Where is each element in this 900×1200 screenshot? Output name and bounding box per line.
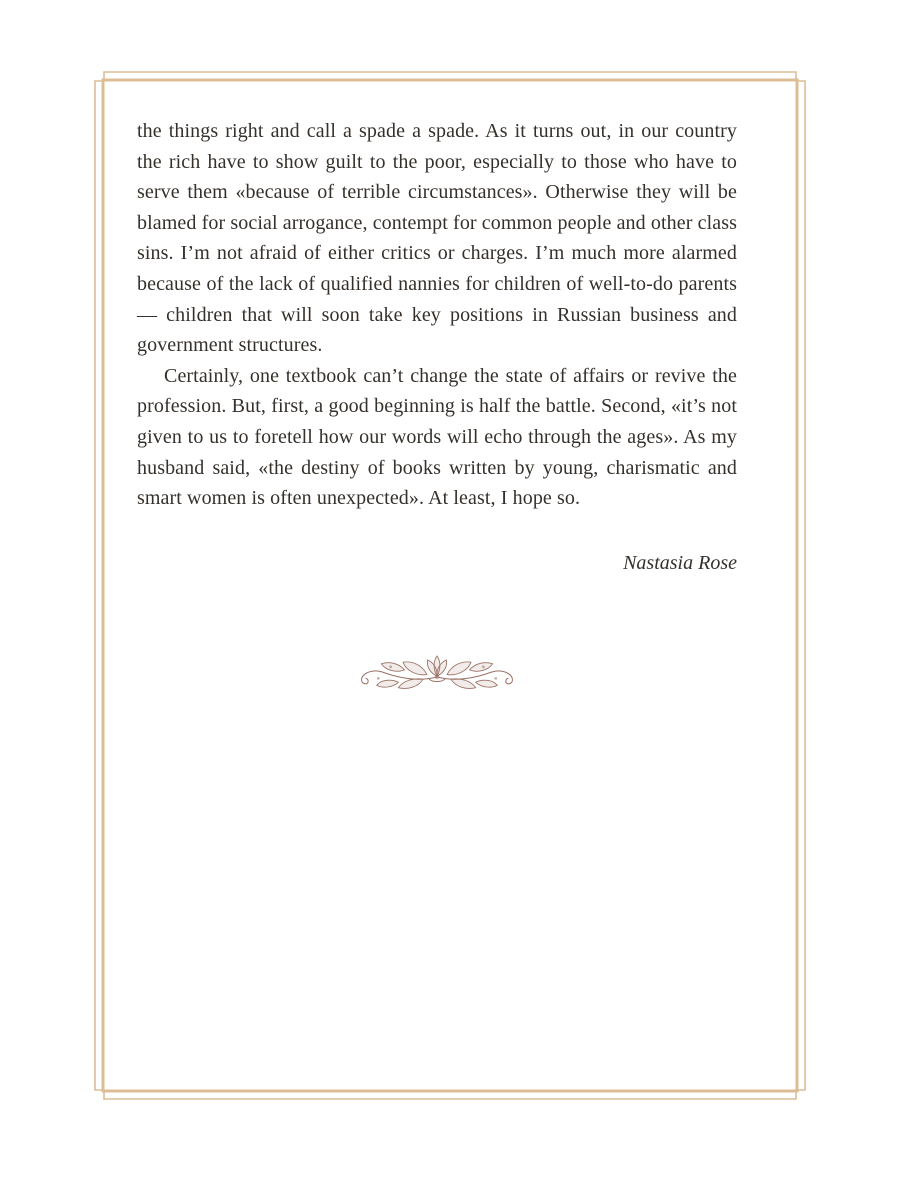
body-paragraph-1: the things right and call a spade a spade. As it turns out, in our country the rich have to show guilt to the poor, especially to those who have to serve them «because of terrible circumstances». Otherwise they will be blamed for social arrogance, contempt for common people and other class sins. I’m not afraid of either critics or charges. I’m much more alarmed because of the lack of qualified nannies for children of well-to-do parents — children that will soon take key positions in Russian business and government structures.	[137, 120, 737, 357]
page-text-block	[137, 116, 737, 696]
body-paragraph-2: Certainly, one textbook can’t change the state of affairs or revive the profession. But, first, a good beginning is half the battle. Second, «it’s not given to us to foretell how our words will echo through the ages». As my husband said, «the destiny of books written by young, charismatic and smart women is often unexpected». At least, I hope so.	[137, 364, 737, 510]
author-signature: Nastasia Rose	[623, 551, 737, 574]
floral-ornament-icon	[137, 650, 737, 696]
